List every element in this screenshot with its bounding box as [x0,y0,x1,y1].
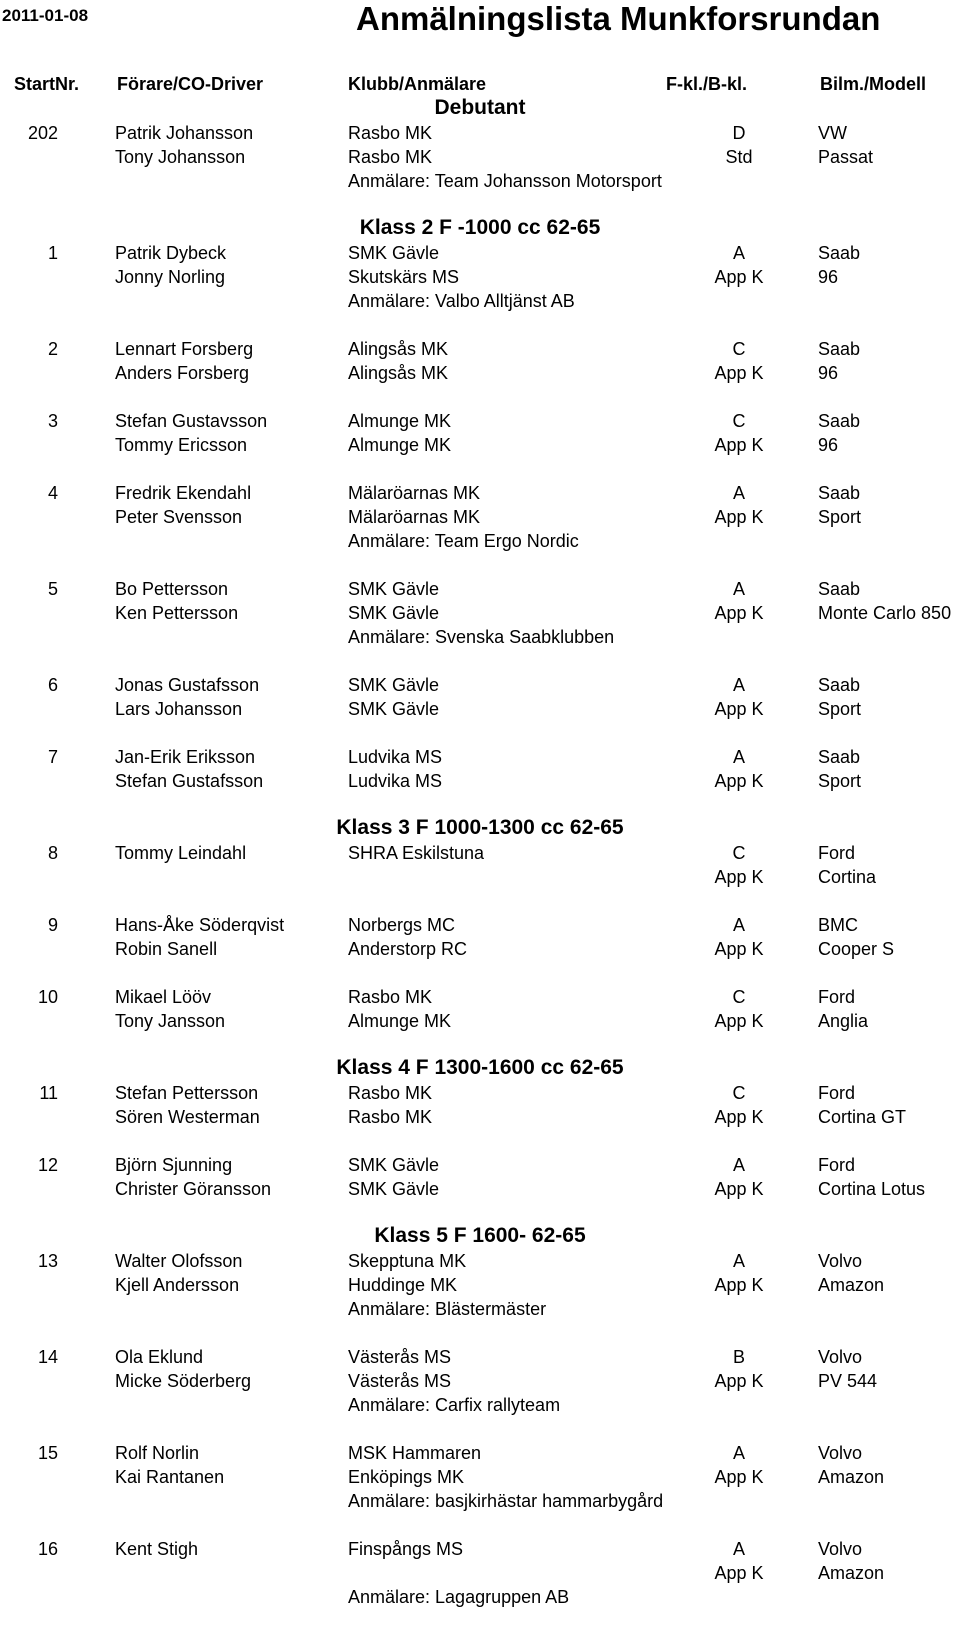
entry-row [0,411,960,435]
club-name: Rasbo MK [348,1107,433,1127]
start-number: 13 [37,1251,58,1271]
class-code: C [732,411,746,431]
entry-row [0,243,960,267]
club-name: Västerås MS [348,1371,452,1391]
entry-row [0,675,960,699]
club-name: Rasbo MK [348,123,433,143]
entry-row [0,123,960,147]
section-heading: Klass 3 F 1000-1300 cc 62-65 [336,816,624,839]
driver-name: Micke Söderberg [115,1371,252,1391]
entry-row [0,1563,960,1587]
class-code: Std [725,147,753,167]
class-code: App K [714,1371,764,1391]
car-model: Cortina [818,867,877,887]
club-name: Skutskärs MS [348,267,460,287]
driver-name: Jonny Norling [115,267,226,287]
class-code: App K [714,507,764,527]
class-code: App K [714,603,764,623]
entry-row [0,1011,960,1035]
entrant-line [0,531,960,555]
entrant-text: Anmälare: Valbo Alltjänst AB [348,291,575,311]
entrant-line [0,1299,960,1323]
entry-row [0,1179,960,1203]
entry-row [0,507,960,531]
club-name: SHRA Eskilstuna [348,843,485,863]
entry-row [0,747,960,771]
club-name: Rasbo MK [348,147,433,167]
entry-row [0,867,960,891]
club-name: MSK Hammaren [348,1443,482,1463]
driver-name: Kjell Andersson [115,1275,240,1295]
driver-name: Kai Rantanen [115,1467,225,1487]
section-heading: Klass 5 F 1600- 62-65 [374,1224,586,1247]
column-header-class: F-kl./B-kl. [666,74,748,94]
car-model: PV 544 [818,1371,878,1391]
club-name: Finspångs MS [348,1539,464,1559]
class-code: App K [714,1275,764,1295]
entry-row [0,843,960,867]
car-model: Cortina GT [818,1107,907,1127]
entrant-line [0,1587,960,1611]
car-model: Sport [818,699,862,719]
entry-row [0,579,960,603]
column-header-driver: Förare/CO-Driver [117,74,264,94]
club-name: SMK Gävle [348,699,440,719]
class-code: A [732,1443,745,1463]
car-model: BMC [818,915,858,935]
class-code: D [732,123,746,143]
driver-name: Peter Svensson [115,507,243,527]
entrant-line [0,291,960,315]
entrant-text: Anmälare: Svenska Saabklubben [348,627,615,647]
driver-name: Tommy Ericsson [115,435,248,455]
entry-row [0,699,960,723]
club-name: Mälaröarnas MK [348,507,481,527]
driver-name: Mikael Lööv [115,987,212,1007]
start-number: 202 [27,123,58,143]
start-number: 3 [47,411,58,431]
driver-name: Kent Stigh [115,1539,199,1559]
driver-name: Stefan Gustavsson [115,411,268,431]
entry-row [0,1251,960,1275]
car-model: Ford [818,987,856,1007]
start-number: 2 [47,339,58,359]
entry-row [0,603,960,627]
start-number: 9 [47,915,58,935]
class-code: App K [714,1011,764,1031]
driver-name: Fredrik Ekendahl [115,483,252,503]
club-name: Mälaröarnas MK [348,483,481,503]
entrant-line [0,171,960,195]
class-code: App K [714,867,764,887]
car-model: Cooper S [818,939,895,959]
club-name: Ludvika MS [348,747,443,767]
car-model: Saab [818,747,861,767]
car-model: Saab [818,675,861,695]
car-model: 96 [818,435,839,455]
entry-row [0,939,960,963]
driver-name: Patrik Johansson [115,123,254,143]
entry-row [0,1107,960,1131]
entry-row [0,363,960,387]
class-code: A [732,915,745,935]
class-code: A [732,675,745,695]
column-header-start-nr: StartNr. [14,74,80,94]
club-name: Alingsås MK [348,363,449,383]
section-heading: Debutant [434,96,526,119]
driver-name: Tony Johansson [115,147,246,167]
class-code: A [732,483,745,503]
entrant-text: Anmälare: basjkirhästar hammarbygård [348,1491,664,1511]
entry-row [0,1083,960,1107]
club-name: Huddinge MK [348,1275,458,1295]
driver-name: Hans-Åke Söderqvist [115,915,285,935]
class-code: C [732,339,746,359]
car-model: Amazon [818,1467,885,1487]
car-model: Saab [818,483,861,503]
driver-name: Tony Jansson [115,1011,226,1031]
entrant-text: Anmälare: Carfix rallyteam [348,1395,561,1415]
club-name: Almunge MK [348,1011,452,1031]
entry-row [0,147,960,171]
car-model: Passat [818,147,874,167]
start-number: 4 [47,483,58,503]
page-title: Anmälningslista Munkforsrundan [356,0,881,37]
class-code: A [732,1155,745,1175]
entrant-line [0,1491,960,1515]
driver-name: Robin Sanell [115,939,218,959]
car-model: Saab [818,411,861,431]
car-model: Saab [818,579,861,599]
entry-row [0,987,960,1011]
start-number: 8 [47,843,58,863]
driver-name: Jonas Gustafsson [115,675,260,695]
car-model: Ford [818,1083,856,1103]
start-number: 6 [47,675,58,695]
class-code: App K [714,363,764,383]
club-name: Västerås MS [348,1347,452,1367]
driver-name: Ola Eklund [115,1347,204,1367]
driver-name: Walter Olofsson [115,1251,243,1271]
start-number: 10 [37,987,58,1007]
entrant-text: Anmälare: Team Johansson Motorsport [348,171,662,191]
entry-row [0,435,960,459]
start-number: 7 [47,747,58,767]
club-name: SMK Gävle [348,1155,440,1175]
entry-row [0,267,960,291]
entry-row [0,1155,960,1179]
start-number: 16 [37,1539,58,1559]
section-heading: Klass 4 F 1300-1600 cc 62-65 [336,1056,624,1079]
club-name: Alingsås MK [348,339,449,359]
start-number: 5 [47,579,58,599]
driver-name: Anders Forsberg [115,363,250,383]
class-code: App K [714,1179,764,1199]
car-model: 96 [818,363,839,383]
start-number: 1 [47,243,58,263]
club-name: SMK Gävle [348,675,440,695]
car-model: VW [818,123,847,143]
class-code: A [732,579,745,599]
club-name: Ludvika MS [348,771,443,791]
club-name: Skepptuna MK [348,1251,467,1271]
entry-row [0,1347,960,1371]
driver-name: Bo Pettersson [115,579,229,599]
class-code: B [732,1347,745,1367]
car-model: Amazon [818,1275,885,1295]
club-name: Rasbo MK [348,987,433,1007]
class-code: App K [714,699,764,719]
entry-row [0,1371,960,1395]
column-header-club: Klubb/Anmälare [348,74,487,94]
class-code: A [732,747,745,767]
car-model: Cortina Lotus [818,1179,926,1199]
class-code: C [732,1083,746,1103]
car-model: Volvo [818,1539,863,1559]
class-code: App K [714,267,764,287]
entry-row [0,771,960,795]
driver-name: Lars Johansson [115,699,243,719]
driver-name: Jan-Erik Eriksson [115,747,256,767]
entrant-line [0,1395,960,1419]
class-code: App K [714,939,764,959]
car-model: 96 [818,267,839,287]
section-heading: Klass 2 F -1000 cc 62-65 [359,216,601,239]
driver-name: Björn Sjunning [115,1155,233,1175]
entry-row [0,339,960,363]
entrant-text: Anmälare: Lagagruppen AB [348,1587,570,1607]
car-model: Ford [818,843,856,863]
entry-row [0,1275,960,1299]
class-code: App K [714,435,764,455]
entry-row [0,915,960,939]
entrant-text: Anmälare: Blästermäster [348,1299,547,1319]
club-name: Enköpings MK [348,1467,465,1487]
car-model: Anglia [818,1011,869,1031]
car-model: Sport [818,507,862,527]
driver-name: Stefan Pettersson [115,1083,259,1103]
car-model: Volvo [818,1347,863,1367]
entrant-text: Anmälare: Team Ergo Nordic [348,531,579,551]
entry-row [0,1539,960,1563]
entry-row [0,483,960,507]
car-model: Saab [818,339,861,359]
club-name: Anderstorp RC [348,939,468,959]
club-name: SMK Gävle [348,243,440,263]
car-model: Saab [818,243,861,263]
car-model: Volvo [818,1443,863,1463]
club-name: Almunge MK [348,435,452,455]
class-code: C [732,843,746,863]
start-number: 12 [37,1155,58,1175]
column-header-car: Bilm./Modell [820,74,927,94]
car-model: Volvo [818,1251,863,1271]
car-model: Sport [818,771,862,791]
class-code: A [732,1251,745,1271]
class-code: A [732,1539,745,1559]
entry-row [0,1467,960,1491]
class-code: C [732,987,746,1007]
car-model: Monte Carlo 850 [818,603,952,623]
driver-name: Rolf Norlin [115,1443,200,1463]
driver-name: Sören Westerman [115,1107,260,1127]
club-name: Rasbo MK [348,1083,433,1103]
club-name: SMK Gävle [348,1179,440,1199]
club-name: Almunge MK [348,411,452,431]
class-code: App K [714,1107,764,1127]
driver-name: Stefan Gustafsson [115,771,264,791]
class-code: A [732,243,745,263]
header-date: 2011-01-08 [2,6,89,25]
driver-name: Tommy Leindahl [115,843,247,863]
entry-row [0,1443,960,1467]
car-model: Ford [818,1155,856,1175]
entrant-line [0,627,960,651]
driver-name: Ken Pettersson [115,603,239,623]
club-name: SMK Gävle [348,579,440,599]
class-code: App K [714,1467,764,1487]
driver-name: Lennart Forsberg [115,339,254,359]
class-code: App K [714,1563,764,1583]
start-number: 11 [39,1083,58,1103]
club-name: SMK Gävle [348,603,440,623]
car-model: Amazon [818,1563,885,1583]
driver-name: Christer Göransson [115,1179,272,1199]
club-name: Norbergs MC [348,915,456,935]
driver-name: Patrik Dybeck [115,243,227,263]
class-code: App K [714,771,764,791]
start-number: 15 [37,1443,58,1463]
start-number: 14 [37,1347,58,1367]
